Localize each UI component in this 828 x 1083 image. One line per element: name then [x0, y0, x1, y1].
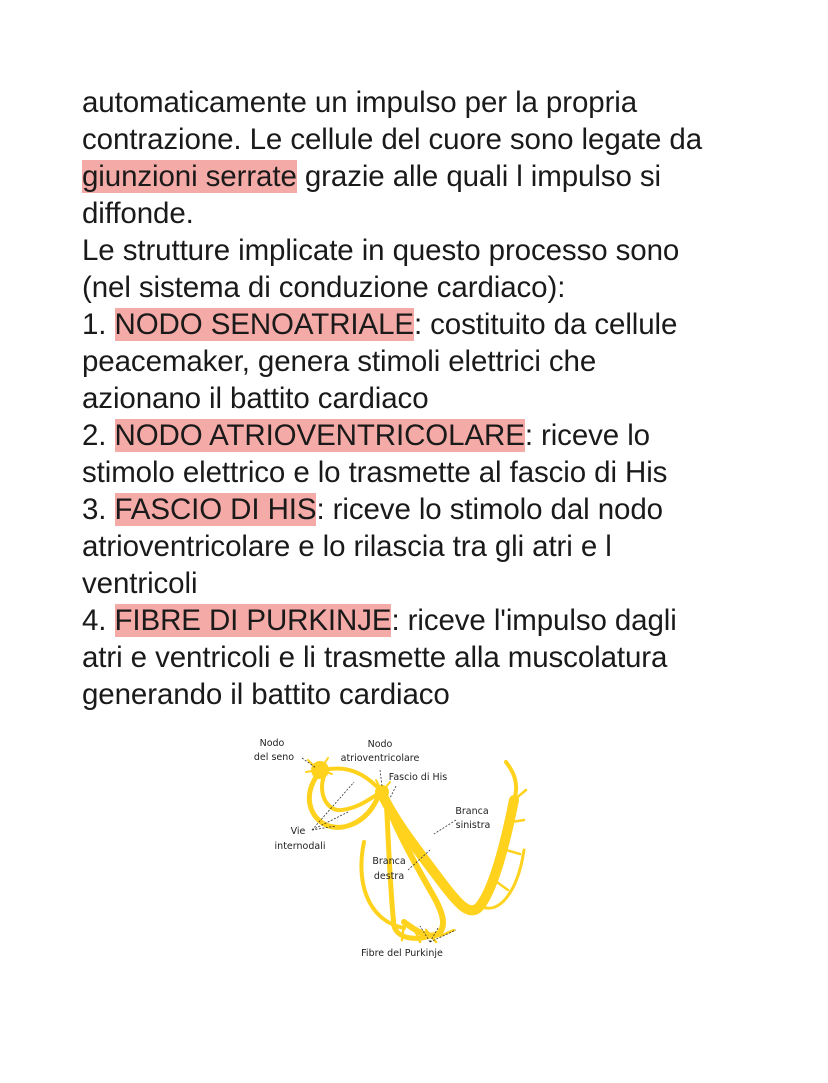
text-fragment: : riceve l'impulso dagli [391, 604, 677, 637]
list-item-2 [82, 417, 762, 454]
label-branca-sinistra-1: Branca [455, 806, 489, 817]
label-nodo-seno-1: Nodo [259, 738, 285, 749]
text-line: (nel sistema di conduzione cardiaco): [82, 271, 566, 304]
text-line: generando il battito cardiaco [82, 678, 450, 711]
label-nodo-av-1: Nodo [367, 739, 393, 750]
label-fascio-his: Fascio di His [388, 772, 448, 783]
list-number: 2. [82, 419, 115, 452]
text-line: ventricoli [82, 567, 198, 600]
label-nodo-av-2: atrioventricolare [340, 753, 420, 764]
label-vie-internodali-2: internodali [274, 841, 326, 852]
highlight-nodo-senoatriale: NODO SENOATRIALE [114, 308, 414, 341]
text-line: atrioventricolare e lo rilascia tra gli atri e l [82, 530, 612, 563]
left-bundle-branch-shape [382, 794, 514, 910]
heart-conduction-illustration [244, 730, 544, 965]
document-body [82, 84, 762, 713]
text-fragment: : riceve lo stimolo dal nodo [316, 493, 663, 526]
label-nodo-seno-2: del seno [253, 752, 295, 763]
list-number: 3. [82, 493, 115, 526]
text-line [82, 158, 762, 195]
right-ventricle-fibre [361, 842, 404, 928]
highlight-fascio-di-his: FASCIO DI HIS [114, 493, 317, 526]
text-line: peacemaker, genera stimoli elettrici che [82, 345, 597, 378]
text-line: Le strutture implicate in questo processo sono [82, 234, 680, 267]
list-number: 4. [82, 604, 115, 637]
text-line: contrazione. Le cellule del cuore sono legate da [82, 123, 703, 156]
list-item-3 [82, 491, 762, 528]
text-fragment: : riceve lo [524, 419, 650, 452]
list-item-4 [82, 602, 762, 639]
label-fibre-purkinje: Fibre del Purkinje [361, 948, 443, 959]
text-fragment: grazie alle quali l impulso si [296, 160, 661, 193]
text-line: automaticamente un impulso per la propria [82, 86, 638, 119]
text-line: azionano il battito cardiaco [82, 382, 429, 415]
text-line: atri e ventricoli e li trasmette alla muscolatura [82, 641, 668, 674]
text-line: diffonde. [82, 197, 194, 230]
text-line: stimolo elettrico e lo trasmette al fascio di His [82, 456, 668, 489]
conduction-system-diagram [244, 730, 544, 965]
left-ventricle-fibre-top [506, 762, 516, 800]
highlight-fibre-di-purkinje: FIBRE DI PURKINJE [114, 604, 392, 637]
internodal-pathway-top [324, 769, 376, 786]
highlight-giunzioni-serrate: giunzioni serrate [82, 160, 297, 193]
label-branca-destra-2: destra [373, 871, 405, 882]
label-branca-destra-1: Branca [372, 856, 406, 867]
label-branca-sinistra-2: sinistra [455, 820, 491, 831]
conduction-pathway [306, 758, 526, 942]
list-number: 1. [82, 308, 115, 341]
text-fragment: : costituito da cellule [413, 308, 678, 341]
highlight-nodo-atrioventricolare: NODO ATRIOVENTRICOLARE [114, 419, 525, 452]
label-vie-internodali-1: Vie [290, 826, 306, 837]
list-item-1 [82, 306, 762, 343]
